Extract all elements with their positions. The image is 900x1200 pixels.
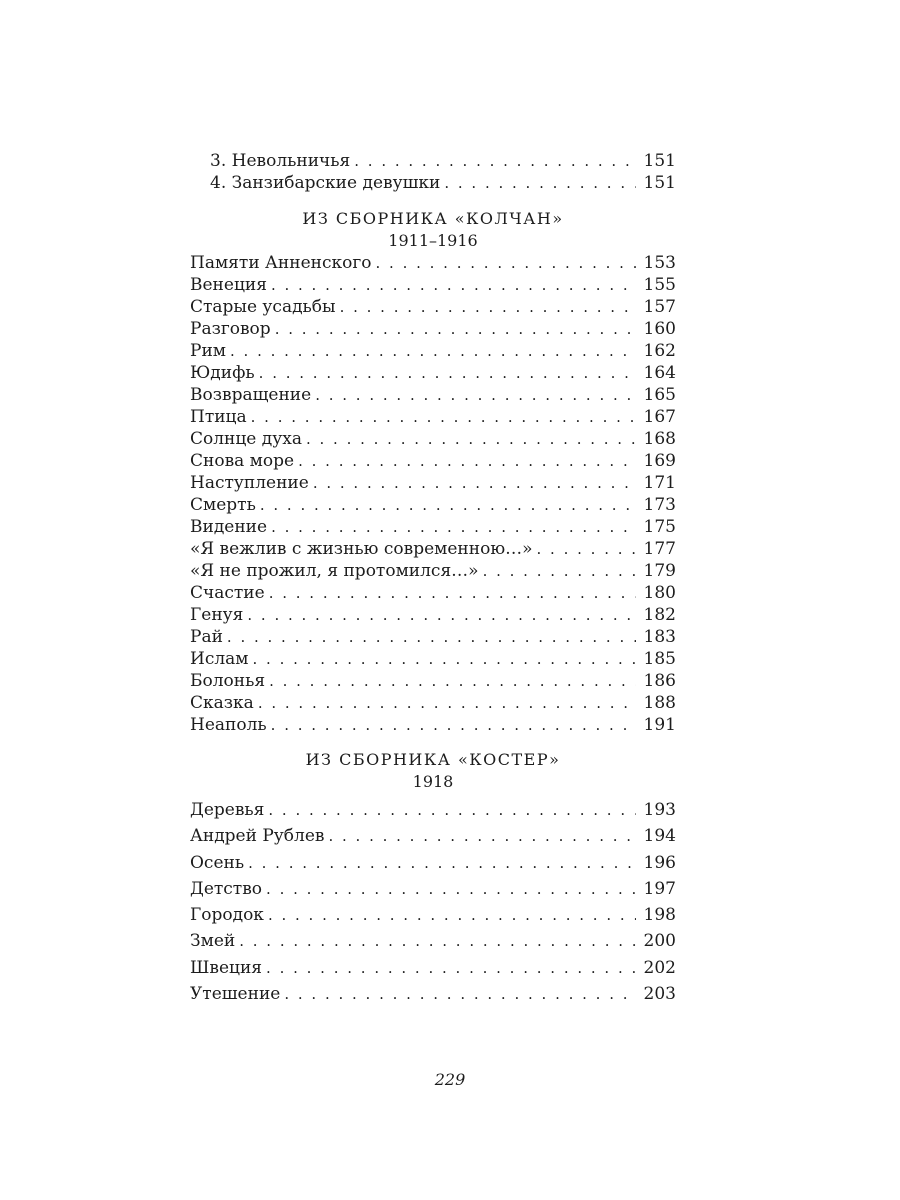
toc-entry-page: 196	[643, 852, 676, 873]
toc-entry	[190, 318, 676, 340]
toc-entry-page: 153	[643, 253, 676, 273]
toc-entry-title: Видение	[190, 517, 268, 537]
toc-entry	[190, 626, 676, 648]
toc-entry-title: Памяти Анненского	[190, 253, 372, 273]
toc-entry	[190, 670, 676, 692]
toc-entry-title: Юдифь	[190, 363, 255, 383]
toc-entry	[190, 797, 676, 823]
dot-leader	[230, 340, 636, 362]
toc-entry-page: 164	[643, 363, 676, 383]
toc-entry-title: Сказка	[190, 693, 254, 713]
dot-leader	[298, 450, 635, 472]
page-number: 229	[434, 1070, 466, 1089]
toc-entry-title: Ислам	[190, 649, 249, 669]
section-heading: ИЗ СБОРНИКА «КОЛЧАН»	[302, 209, 564, 228]
toc-entry-page: 157	[643, 297, 676, 317]
toc-entry-page: 168	[643, 429, 676, 449]
toc-entry	[190, 340, 676, 362]
toc-entry-title: «Я не прожил, я протомился…»	[190, 561, 479, 581]
toc-entry-page: 191	[643, 715, 676, 735]
toc-entry-title: Рим	[190, 341, 226, 361]
section-koster	[190, 749, 676, 1007]
toc-entry	[190, 714, 676, 736]
toc-entry-title: Болонья	[190, 671, 266, 691]
toc-entry	[190, 538, 676, 560]
toc-entry	[190, 252, 676, 274]
toc-entry-title: Наступление	[190, 473, 309, 493]
toc-entry-page: 200	[643, 931, 676, 952]
dot-leader	[259, 362, 636, 384]
dot-leader	[248, 850, 635, 876]
toc-entry-title: Снова море	[190, 451, 295, 471]
dot-leader	[444, 172, 635, 194]
dot-leader	[376, 252, 636, 274]
section-heading: ИЗ СБОРНИКА «КОСТЕР»	[305, 750, 561, 769]
toc-entry-title: Птица	[190, 407, 247, 427]
toc-entry-title: Рай	[190, 627, 223, 647]
toc-entry	[190, 955, 676, 981]
toc-entry	[190, 150, 676, 172]
toc-entry	[190, 428, 676, 450]
toc-entry	[190, 876, 676, 902]
toc-entry	[190, 296, 676, 318]
toc-entry-page: 165	[643, 385, 676, 405]
dot-leader	[483, 560, 636, 582]
toc-entry	[190, 850, 676, 876]
toc-entry-page: 203	[643, 984, 676, 1005]
toc-entry	[190, 902, 676, 928]
toc-entry-page: 155	[643, 275, 676, 295]
toc-entry-page: 183	[643, 627, 676, 647]
toc-entry	[190, 516, 676, 538]
toc-entry-page: 179	[643, 561, 676, 581]
dot-leader	[269, 582, 636, 604]
dot-leader	[260, 494, 636, 516]
toc-entry-page: 197	[643, 878, 676, 899]
toc-entry-title: Счастие	[190, 583, 265, 603]
toc-entry	[190, 928, 676, 954]
toc-entry	[190, 274, 676, 296]
dot-leader	[271, 516, 635, 538]
toc-entry-page: 185	[643, 649, 676, 669]
toc-entry-title: Змей	[190, 931, 236, 952]
dot-leader	[239, 928, 635, 954]
toc-entry	[190, 384, 676, 406]
toc-entry-page: 171	[643, 473, 676, 493]
section-years: 1911–1916	[388, 231, 478, 250]
dot-leader	[340, 296, 636, 318]
dot-leader	[537, 538, 636, 560]
toc-entry	[190, 582, 676, 604]
dot-leader	[269, 670, 635, 692]
toc-list	[190, 797, 676, 1007]
toc-entry-title: Солнце духа	[190, 429, 302, 449]
dot-leader	[251, 406, 636, 428]
dot-leader	[271, 274, 636, 296]
section-kolchan	[190, 208, 676, 736]
dot-leader	[266, 955, 636, 981]
dot-leader	[306, 428, 636, 450]
toc-entry	[190, 406, 676, 428]
toc-entry-page: 194	[643, 826, 676, 847]
toc-entry-title: Старые усадьбы	[190, 297, 336, 317]
toc-list	[190, 252, 676, 736]
toc-entry	[190, 560, 676, 582]
toc-entry-page: 186	[643, 671, 676, 691]
dot-leader	[258, 692, 636, 714]
toc-entry-title: Неаполь	[190, 715, 267, 735]
dot-leader	[253, 648, 636, 670]
toc-entry-page: 193	[643, 800, 676, 820]
toc-entry-page: 167	[643, 407, 676, 427]
toc-entry-page: 198	[643, 905, 676, 926]
toc-entry-title: «Я вежлив с жизнью современною…»	[190, 539, 533, 559]
toc-entry-page: 188	[643, 693, 676, 713]
toc-entry	[190, 981, 676, 1007]
dot-leader	[328, 823, 635, 849]
toc-entry-title: Городок	[190, 905, 264, 926]
toc-continued-list	[190, 150, 676, 194]
dot-leader	[275, 318, 636, 340]
toc-entry-title: Утешение	[190, 984, 281, 1005]
toc-entry-page: 202	[643, 957, 676, 978]
toc-entry-page: 175	[643, 517, 676, 537]
toc-entry-title: Швеция	[190, 957, 263, 978]
toc-entry	[190, 472, 676, 494]
toc-entry	[190, 692, 676, 714]
dot-leader	[268, 902, 636, 928]
toc-entry	[190, 823, 676, 849]
dot-leader	[266, 876, 636, 902]
toc-entry-title: Разговор	[190, 319, 271, 339]
dot-leader	[315, 384, 635, 406]
dot-leader	[227, 626, 636, 648]
dot-leader	[268, 797, 635, 823]
toc-entry-title: 4. Занзибарские девушки	[210, 173, 441, 193]
toc-entry-title: Венеция	[190, 275, 267, 295]
toc-entry-page: 151	[643, 173, 676, 193]
toc-entry-page: 160	[643, 319, 676, 339]
dot-leader	[271, 714, 636, 736]
dot-leader	[313, 472, 636, 494]
toc-entry	[190, 648, 676, 670]
toc-entry-page: 151	[643, 151, 676, 171]
toc-entry	[190, 494, 676, 516]
toc-entry-title: Генуя	[190, 605, 244, 625]
toc-entry-page: 173	[643, 495, 676, 515]
toc-entry-title: 3. Невольничья	[210, 151, 351, 171]
toc-entry-title: Детство	[190, 878, 263, 899]
toc-entry-title: Деревья	[190, 800, 265, 820]
toc-entry-page: 180	[643, 583, 676, 603]
toc-entry-page: 162	[643, 341, 676, 361]
toc-entry-page: 177	[643, 539, 676, 559]
dot-leader	[247, 604, 635, 626]
toc-entry-page: 182	[643, 605, 676, 625]
toc-entry	[190, 450, 676, 472]
toc-entry-title: Возвращение	[190, 385, 312, 405]
toc-entry	[190, 172, 676, 194]
toc-entry-page: 169	[643, 451, 676, 471]
toc-entry-title: Смерть	[190, 495, 256, 515]
dot-leader	[354, 150, 635, 172]
toc-entry-title: Андрей Рублев	[190, 826, 325, 847]
toc-entry	[190, 362, 676, 384]
dot-leader	[284, 981, 635, 1007]
toc-entry	[190, 604, 676, 626]
toc-entry-title: Осень	[190, 852, 245, 873]
section-years: 1918	[412, 772, 454, 791]
